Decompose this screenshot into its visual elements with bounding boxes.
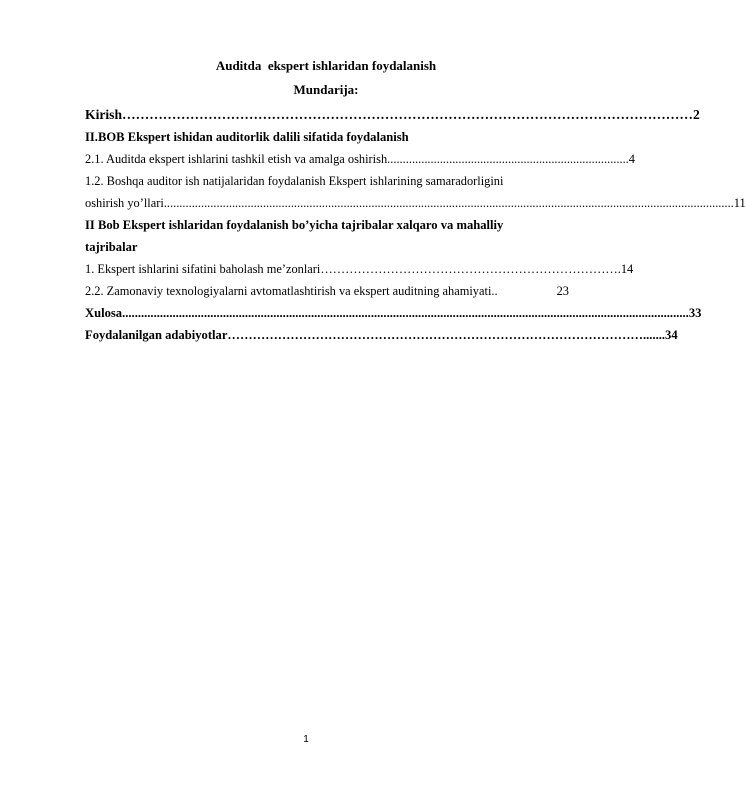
toc-chapter-heading-line1[interactable]	[85, 214, 569, 236]
toc-page-number: 2	[692, 107, 700, 122]
table-of-contents	[85, 104, 746, 346]
toc-leader-dots: ....................................................................................................................................................................................	[122, 306, 689, 320]
toc-entry-1[interactable]	[85, 258, 634, 280]
toc-page-number: 34	[665, 328, 678, 342]
toc-chapter-heading-line2[interactable]	[85, 236, 569, 258]
contents-heading: Mundarija:	[293, 82, 359, 97]
toc-leader-dots: ..............................................................................	[387, 152, 629, 166]
toc-entry-label: 1.2. Boshqa auditor ish natijalaridan foydalanish Ekspert ishlarining samaradorligini	[85, 174, 504, 188]
toc-entry-label: II.BOB Ekspert ishidan auditorlik dalili sifatida foydalanish	[85, 130, 409, 144]
toc-entry-label: 1. Ekspert ishlarini sifatini baholash me’zonlari	[85, 262, 321, 276]
toc-entry-kirish[interactable]	[85, 104, 700, 126]
toc-page-number: 33	[688, 306, 702, 320]
toc-entry-label: II Bob Ekspert ishlaridan foydalanish bo’yicha tajribalar xalqaro va mahalliy	[85, 218, 504, 232]
toc-chapter-heading-2[interactable]	[85, 126, 569, 148]
toc-entry-1-2-line1[interactable]	[85, 170, 569, 192]
document-title: Auditda ekspert ishlaridan foydalanish	[215, 58, 437, 73]
toc-entry-1-2-line2[interactable]	[85, 192, 746, 214]
page-number: 1	[303, 734, 309, 745]
toc-page-number: 14	[620, 262, 634, 276]
toc-entry-label: oshirish yo’llari	[85, 196, 164, 210]
toc-page-number: 11	[733, 196, 746, 210]
toc-entry-foydalanilgan-adabiyotlar[interactable]	[85, 324, 678, 346]
toc-entry-label: tajribalar	[85, 240, 138, 254]
toc-leader-dots: ..	[491, 284, 498, 298]
toc-leader-dots: ………………………………………………………………………………………………………………	[122, 107, 693, 122]
toc-entry-label: Foydalanilgan adabiyotlar	[85, 328, 228, 342]
toc-page-number: 23	[556, 284, 569, 298]
toc-leader-dots: ……………………………………………………………….	[320, 262, 621, 276]
toc-entry-label: Xulosa	[85, 306, 123, 320]
toc-entry-label: 2.2. Zamonaviy texnologiyalarni avtomatlashtirish va ekspert auditning ahamiyati	[85, 284, 492, 298]
toc-leader-dots: ……………………………………………………………………………………….......	[227, 328, 666, 342]
toc-leader-dots: ........................................................................................................................................................................................	[163, 196, 734, 210]
toc-entry-xulosa[interactable]	[85, 302, 702, 324]
toc-entry-2-2[interactable]	[85, 280, 569, 302]
toc-entry-label: Kirish	[85, 107, 123, 122]
toc-page-number: 4	[628, 152, 635, 166]
toc-entry-2-1[interactable]	[85, 148, 635, 170]
toc-entry-label: 2.1. Auditda ekspert ishlarini tashkil etish va amalga oshirish	[85, 152, 388, 166]
